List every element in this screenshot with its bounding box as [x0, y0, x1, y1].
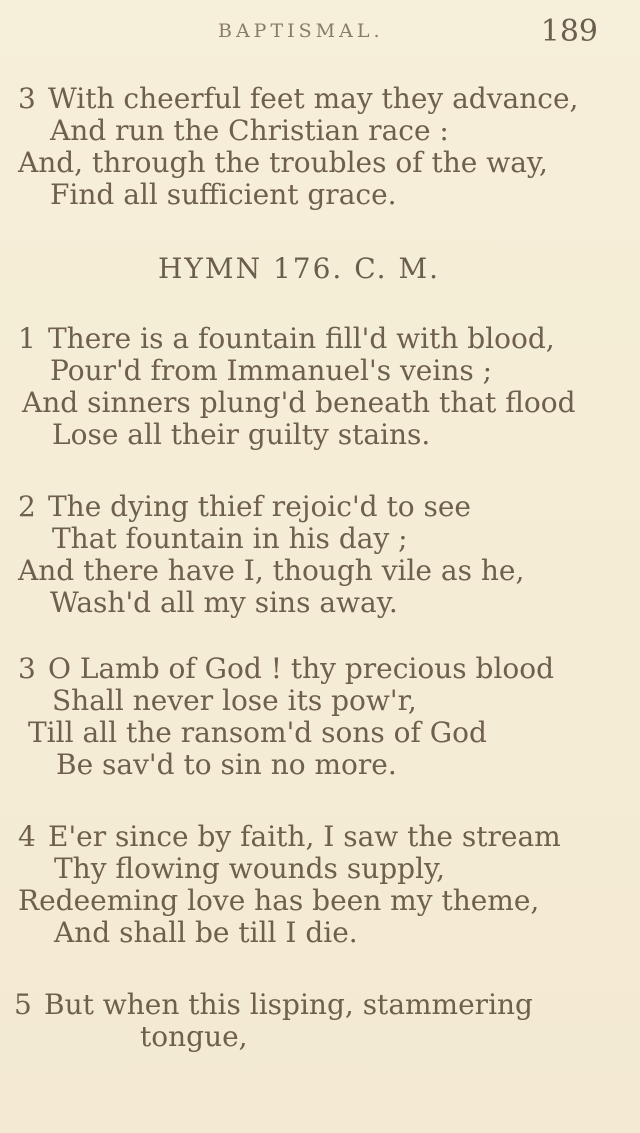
verse-3-line-1 — [18, 652, 554, 686]
prev-verse-3-line-3: And, through the troubles of the way, — [18, 146, 548, 179]
verse-2-line-1 — [18, 490, 471, 524]
verse-text: O Lamb of God ! thy precious blood — [48, 652, 555, 685]
verse-4-line-4: And shall be till I die. — [54, 916, 358, 949]
page-number: 189 — [540, 14, 598, 49]
verse-text: With cheerful feet may they advance, — [48, 82, 579, 115]
prev-verse-3-line-2: And run the Christian race : — [50, 114, 449, 147]
running-head: BAPTISMAL. — [218, 20, 384, 42]
verse-5-line-1 — [14, 988, 533, 1022]
verse-5-line-2: tongue, — [140, 1020, 248, 1053]
verse-text: The dying thief rejoic'd to see — [48, 490, 471, 523]
verse-1-line-1 — [18, 322, 555, 356]
verse-text: But when this lisping, stammering — [44, 988, 533, 1021]
prev-verse-3-line-1 — [18, 82, 578, 116]
prev-verse-3-line-4: Find all sufficient grace. — [50, 178, 397, 211]
verse-number: 3 — [18, 82, 36, 115]
verse-number: 5 — [14, 988, 32, 1021]
verse-2-line-2: That fountain in his day ; — [52, 522, 408, 555]
verse-text: E'er since by faith, I saw the stream — [48, 820, 561, 853]
verse-4-line-1 — [18, 820, 561, 854]
verse-1-line-4: Lose all their guilty stains. — [52, 418, 431, 451]
verse-number: 2 — [18, 490, 36, 523]
verse-3-line-2: Shall never lose its pow'r, — [52, 684, 417, 717]
verse-4-line-2: Thy flowing wounds supply, — [54, 852, 446, 885]
verse-number: 3 — [18, 652, 36, 685]
verse-number: 4 — [18, 820, 36, 853]
verse-2-line-4: Wash'd all my sins away. — [50, 586, 398, 619]
verse-4-line-3: Redeeming love has been my theme, — [18, 884, 540, 917]
hymn-title: HYMN 176. C. M. — [158, 252, 441, 285]
verse-3-line-3: Till all the ransom'd sons of God — [28, 716, 487, 749]
verse-text: There is a fountain fill'd with blood, — [48, 322, 555, 355]
verse-number: 1 — [18, 322, 36, 355]
verse-2-line-3: And there have I, though vile as he, — [18, 554, 525, 587]
verse-1-line-2: Pour'd from Immanuel's veins ; — [50, 354, 493, 387]
verse-1-line-3: And sinners plung'd beneath that flood — [22, 386, 576, 419]
verse-3-line-4: Be sav'd to sin no more. — [56, 748, 397, 781]
